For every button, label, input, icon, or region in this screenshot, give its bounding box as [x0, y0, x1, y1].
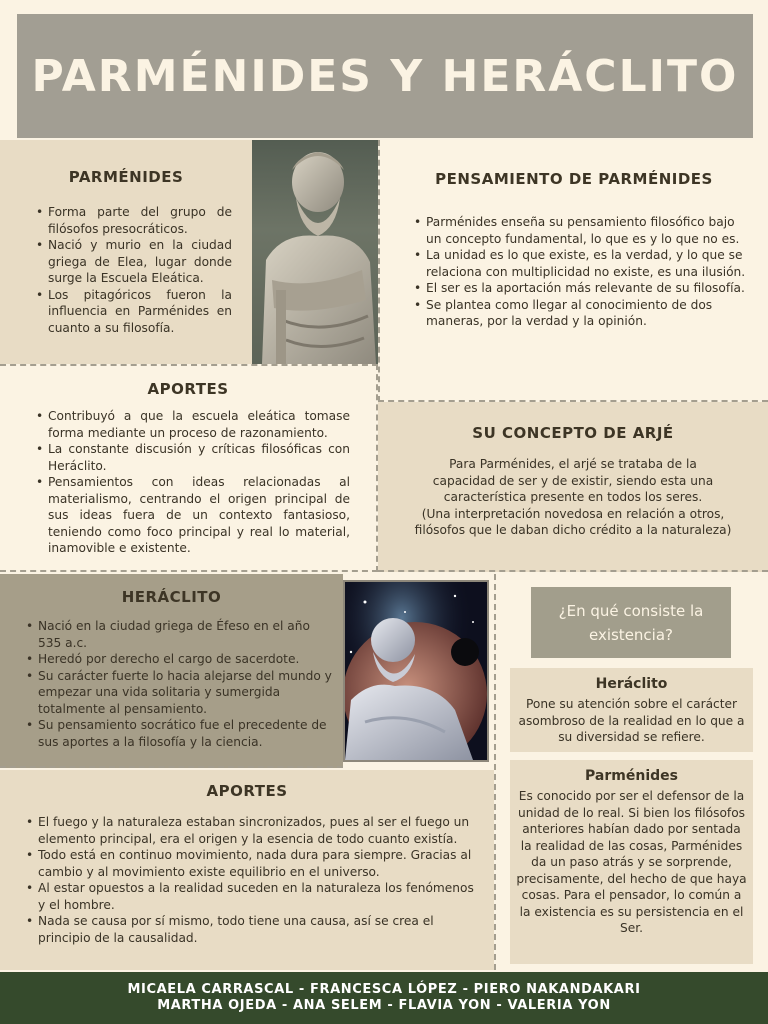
heraclito-heading: HERÁCLITO [121, 588, 222, 606]
column-divider [494, 574, 496, 970]
authors-line-1: MICAELA CARRASCAL - FRANCESCA LÓPEZ - PIERO NAKANDAKARI [127, 982, 641, 997]
heraclito-bust-image [343, 580, 489, 762]
list-item: • Todo está en continuo movimiento, nada dura para siempre. Gracias al cambio y al movimiento existe equilibrio en el universo. [24, 847, 480, 880]
aportes-heraclito-panel [0, 770, 494, 970]
heraclito-list [24, 618, 335, 750]
list-item: • Heredó por derecho el cargo de sacerdote. [24, 651, 335, 668]
title-banner [17, 14, 753, 138]
arje-heading: SU CONCEPTO DE ARJÉ [472, 424, 674, 442]
list-item: • La constante discusión y críticas filosóficas con Heráclito. [34, 441, 350, 474]
existencia-question-box [531, 587, 731, 658]
list-item: • El ser es la aportación más relevante de su filosofía. [412, 280, 746, 297]
existencia-heraclito-text: Pone su atención sobre el carácter asombroso de la realidad en lo que a su diversidad se refiere. [518, 697, 745, 744]
parmenides-statue-image [252, 140, 378, 364]
aportes-parmenides-panel [0, 364, 378, 572]
aportes-parmenides-list [34, 408, 350, 557]
pensamiento-heading: PENSAMIENTO DE PARMÉNIDES [435, 170, 713, 188]
list-item: • Se plantea como llegar al conocimiento de dos maneras, por la verdad y la opinión. [412, 297, 746, 330]
arje-panel [378, 402, 768, 572]
existencia-heraclito-heading: Heráclito [595, 676, 668, 692]
existencia-parmenides-card [510, 760, 753, 964]
list-item: • Al estar opuestos a la realidad suceden en la naturaleza los fenómenos y el hombre. [24, 880, 480, 913]
list-item: • Parménides enseña su pensamiento filosófico bajo un concepto fundamental, lo que es y lo que no es. [412, 214, 746, 247]
existencia-question: ¿En qué consiste la existencia? [558, 601, 704, 644]
aportes-heraclito-list [24, 814, 480, 946]
list-item: • El fuego y la naturaleza estaban sincronizados, pues al ser el fuego un elemento principal, era el origen y la esencia de todo cuanto existía. [24, 814, 480, 847]
list-item: • Contribuyó a que la escuela eleática tomase forma mediante un proceso de razonamiento. [34, 408, 350, 441]
list-item: • Nació en la ciudad griega de Éfeso en el año 535 a.c. [24, 618, 335, 651]
aportes-heraclito-heading: APORTES [206, 782, 288, 800]
existencia-parmenides-heading: Parménides [585, 768, 678, 784]
list-item: • Nació y murio en la ciudad griega de Elea, lugar donde surge la Escuela Eleática. [34, 237, 232, 287]
aportes-parmenides-heading: APORTES [147, 380, 229, 398]
existencia-parmenides-text: Es conocido por ser el defensor de la unidad de lo real. Si bien los filósofos anteriores habían dado por sentada la realidad de las cosas, Parménides da un paso atrás y se sorprende, precisamente, del hecho de que haya cosas. Para el pensador, lo común a la existencia es su persistencia en el Ser. [516, 789, 747, 935]
existencia-heraclito-card [510, 668, 753, 752]
authors-footer [0, 972, 768, 1024]
page-title: PARMÉNIDES Y HERÁCLITO [31, 50, 739, 102]
statue-icon [252, 140, 378, 364]
arje-text: Para Parménides, el arjé se trataba de la capacidad de ser y de existir, siendo esta una característica presente en todos los seres. [432, 457, 714, 504]
list-item: • La unidad es lo que existe, es la verdad, y lo que se relaciona con multiplicidad no existe, es una ilusión. [412, 247, 746, 280]
list-item: • Su pensamiento socrático fue el precedente de sus aportes a la filosofía y la ciencia. [24, 717, 335, 750]
list-item: • Los pitagóricos fueron la influencia en Parménides en cuanto a su filosofía. [34, 287, 232, 337]
authors-line-2: MARTHA OJEDA - ANA SELEM - FLAVIA YON - VALERIA YON [157, 998, 611, 1013]
pensamiento-list [412, 214, 746, 330]
list-item: • Pensamientos con ideas relacionadas al materialismo, centrando el origen principal de sus ideas fuera de un contexto fantasioso, teniendo como foco principal y real lo material, inamovible e existente. [34, 474, 350, 557]
list-item: • Forma parte del grupo de filósofos presocráticos. [34, 204, 232, 237]
list-item: • Nada se causa por sí mismo, todo tiene una causa, así se crea el principio de la causalidad. [24, 913, 480, 946]
parmenides-panel [0, 140, 252, 364]
bust-icon [345, 582, 487, 760]
arje-note: (Una interpretación novedosa en relación a otros, filósofos que le daban dicho crédito a la naturaleza) [414, 506, 732, 537]
list-item: • Su carácter fuerte lo hacia alejarse del mundo y empezar una vida solitaria y sumergida totalmente al pensamiento. [24, 668, 335, 718]
pensamiento-panel [378, 140, 768, 402]
parmenides-heading: PARMÉNIDES [68, 168, 184, 186]
parmenides-list [34, 204, 232, 336]
heraclito-panel [0, 574, 343, 768]
